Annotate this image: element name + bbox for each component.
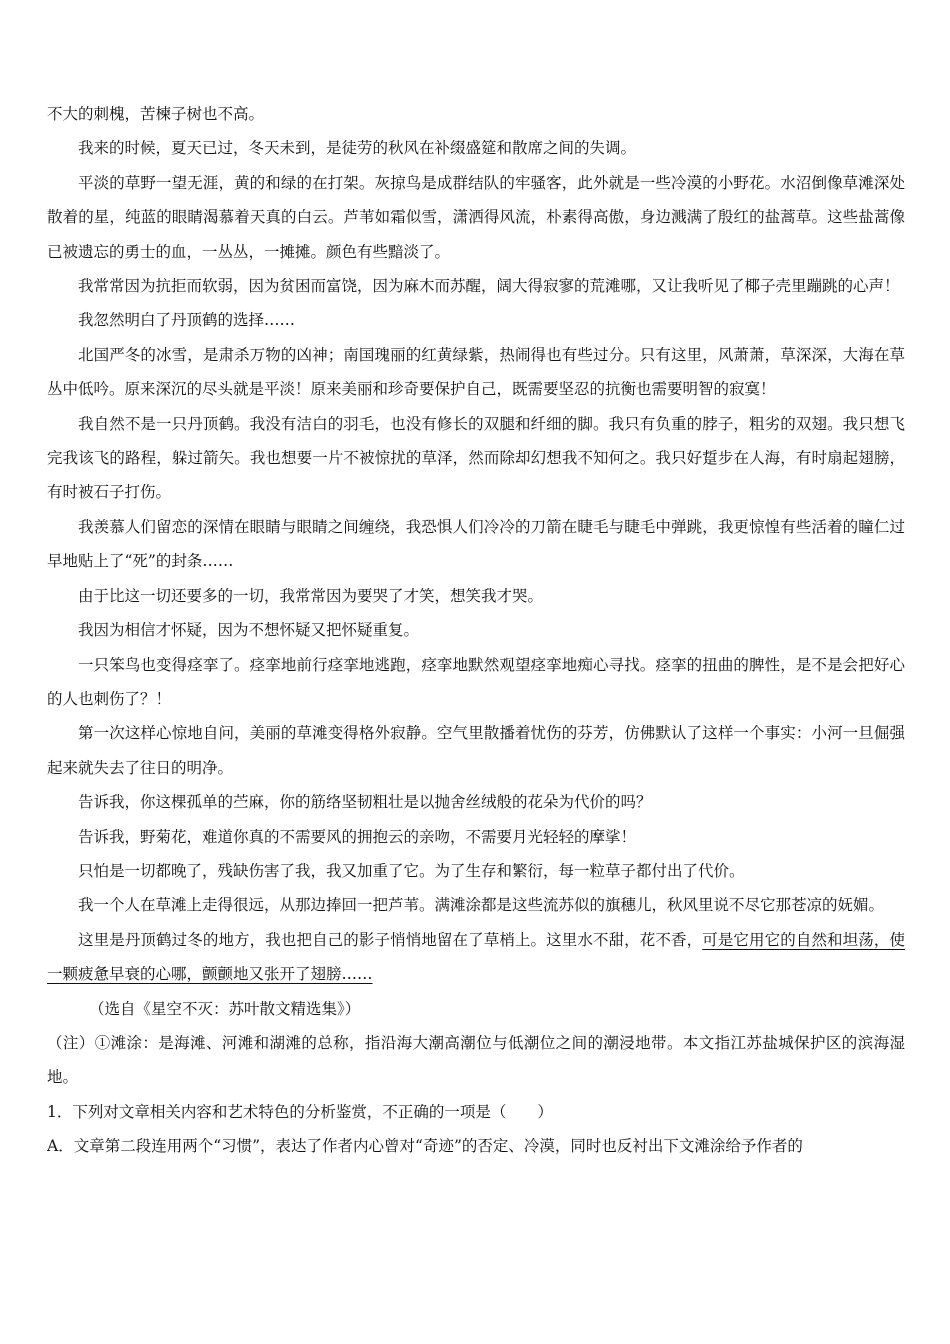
paragraph-0: 不大的刺槐，苦楝子树也不高。 [47, 105, 265, 123]
question-1-stem: 1．下列对文章相关内容和艺术特色的分析鉴赏，不正确的一项是（ ） [47, 1102, 553, 1121]
paragraph-15: 我一个人在草滩上走得很远，从那边捧回一把芦苇。满滩涂都是这些流苏似的旗穗儿，秋风里说不尽它那苍凉的妩媚。 [78, 896, 885, 915]
question-1-option-a: A．文章第二段连用两个“习惯”，表达了作者内心曾对“奇迹”的否定、冷漠，同时也反衬出下文滩涂给予作者的 [47, 1137, 803, 1156]
paragraph-2: 平淡的草野一望无涯，黄的和绿的在打架。灰掠鸟是成群结队的牢骚客，此外就是一些冷漠的小野花。水沼倒像草滩深处散着的星，纯蓝的眼睛渴慕着天真的白云。芦苇如霜似雪，潇洒得风流，朴素得高傲，身边溅满了殷红的盐蒿草。这些盐蒿像已被遗忘的勇士的血，一丛丛，一摊摊。颜色有些黯淡了。 [47, 173, 905, 261]
paragraph-3: 我常常因为抗拒而软弱，因为贫困而富饶，因为麻木而苏醒，阔大得寂寥的荒滩哪，又让我听见了椰子壳里蹦跳的心声！ [78, 277, 900, 296]
underlined-sentence: 可是它用它的自然和坦荡，使一颗疲惫早衰的心哪，颤颤地又张开了翅膀…… [47, 930, 905, 984]
paragraph-9: 我因为相信才怀疑，因为不想怀疑又把怀疑重复。 [78, 621, 420, 640]
paragraph-11: 第一次这样心惊地自问，美丽的草滩变得格外寂静。空气里散播着忧伤的芬芳，仿佛默认了这样一个事实：小河一旦倔强起来就失去了往日的明净。 [47, 724, 905, 777]
article-source: （选自《星空不灭：苏叶散文精选集》） [89, 999, 361, 1018]
annotation-note: （注）①滩涂：是海滩、河滩和湖滩的总称，指沿海大潮高潮位与低潮位之间的潮浸地带。本文指江苏盐城保护区的滨海湿地。 [47, 1033, 905, 1087]
article-body [47, 97, 905, 1164]
paragraph-6: 我自然不是一只丹顶鹤。我没有洁白的羽毛，也没有修长的双腿和纤细的脚。我只有负重的脖子，粗劣的双翅。我只想飞完我该飞的路程，躲过箭矢。我也想要一片不被惊扰的草泽，然而除却幻想我不知何之。我只好踅步在人海，有时扇起翅膀，有时被石子打伤。 [47, 414, 905, 502]
paragraph-1: 我来的时候，夏天已过，冬天未到，是徒劳的秋风在补缀盛筵和散席之间的失调。 [78, 139, 637, 158]
paragraph-10: 一只笨鸟也变得痉挛了。痉挛地前行痉挛地逃跑，痉挛地默然观望痉挛地痴心寻找。痉挛的扭曲的脾性，是不是会把好心的人也刺伤了？！ [47, 655, 905, 708]
paragraph-7: 我羡慕人们留恋的深情在眼睛与眼睛之间缠绕，我恐惧人们冷冷的刀箭在睫毛与睫毛中弹跳，我更惊惶有些活着的瞳仁过早地贴上了“死”的封条…… [47, 517, 905, 571]
paragraph-14: 只怕是一切都晚了，残缺伤害了我，我又加重了它。为了生存和繁衍，每一粒草子都付出了代价。 [78, 861, 745, 880]
paragraph-5: 北国严冬的冰雪，是肃杀万物的凶神；南国瑰丽的红黄绿紫，热闹得也有些过分。只有这里，风萧萧，草深深，大海在草丛中低吟。原来深沉的尽头就是平淡！原来美丽和珍奇要保护自己，既需要坚忍的抗衡也需要明智的寂寞！ [47, 345, 905, 399]
paragraph-16 [47, 923, 905, 992]
paragraph-12: 告诉我，你这棵孤单的苎麻，你的筋络坚韧粗壮是以抛舍丝绒般的花朵为代价的吗？ [78, 793, 652, 812]
paragraph-13: 告诉我，野菊花，难道你真的不需要风的拥抱云的亲吻，不需要月光轻轻的摩挲！ [78, 827, 637, 846]
paragraph-4: 我忽然明白了丹顶鹤的选择…… [78, 311, 296, 330]
paragraph-8: 由于比这一切还要多的一切，我常常因为要哭了才笑，想笑我才哭。 [78, 586, 544, 605]
paragraph-16-plain: 这里是丹顶鹤过冬的地方，我也把自己的影子悄悄地留在了草梢上。这里水不甜，花不香， [78, 930, 703, 949]
